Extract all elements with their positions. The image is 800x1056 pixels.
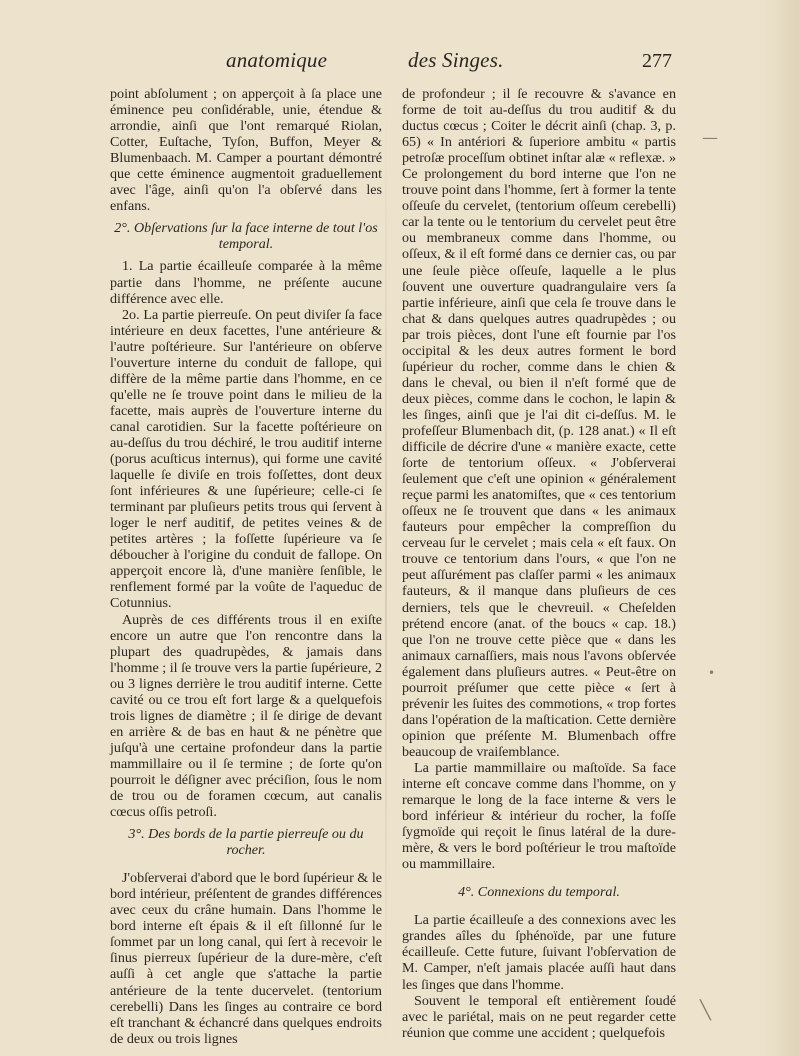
paragraph: 2o. La partie pierreuſe. On peut diviſer ſa face intérieure en deux facettes, l'une antérieure & l'autre poſtérieure. Sur l'antérieure on obſerve l'ouverture interne du conduit de fallope, qui diffère de la même partie dans l'homme, en ce qu'elle ne ſe trouve point dans le milieu de la facette, mais auprès de l'ouverture interne du canal carotidien. Sur la facette poſtérieure on au-deſſus du trou déchiré, le trou auditif interne (porus acuſticus internus), qui forme une cavité laquelle ſe diviſe en trois foſſettes, dont deux ſont inférieures & une ſupérieure; celle-ci ſe terminant par pluſieurs petits trous qui ſervent à loger le nerf auditif, de petites veines & de petites artères ; la foſſette ſupérieure va ſe déboucher à l'origine du conduit de fallope. On apperçoit encore là, d'une manière ſenſible, le renflement formé par la voûte de l'aqueduc de Cotunnius. xyxy=(110,306,382,612)
right-column xyxy=(402,86,676,1041)
running-head-right: des Singes. xyxy=(408,48,504,72)
section-heading: 2°. Obſervations ſur la face interne de tout l'os temporal. xyxy=(114,220,378,253)
page-number: 277 xyxy=(642,50,672,72)
paragraph: 1. La partie écailleuſe comparée à la même partie dans l'homme, ne préſente aucune différence avec elle. xyxy=(110,258,382,307)
margin-stroke-icon: ╲ xyxy=(700,1000,711,1021)
margin-dot-icon: • xyxy=(708,666,716,680)
margin-dash-icon: — xyxy=(702,128,718,147)
running-head-left: anatomique xyxy=(226,48,328,72)
paragraph: La partie écailleuſe a des connexions avec les grandes aîles du ſphénoïde, par une future écailleuſe. Cette future, ſuivant l'obſervation de M. Camper, n'eſt jamais placée auſſi haut dans les ſinges que dans l'homme. xyxy=(402,912,676,993)
running-head xyxy=(0,48,800,82)
section-heading: 4°. Connexions du temporal. xyxy=(458,884,620,901)
paragraph: La partie mammillaire ou maſtoïde. Sa face interne eſt concave comme dans l'homme, on y remarque le long de la face interne & vers le bord inférieur & intérieur du rocher, la foſſe ſygmoïde qui reçoit le ſinus latéral de la dure-mère, & vers le bord poſtérieur le trou maſtoïde ou mammillaire. xyxy=(402,759,676,873)
paragraph: de profondeur ; il ſe recouvre & s'avance en forme de toit au-deſſus du trou auditif & du ductus cœcus ; Coiter le décrit ainſi (chap. 3, p. 65) « In antériori & ſuperiore ambitu « partis petroſæ proceſſum obtinet inſtar alæ « reflexæ. » Ce prolongement du bord interne que l'on ne trouve point dans l'homme, ſert à former la tente oſſeuſe du cervelet, (tentorium oſſeum cerebelli) car la tente ou le tentorium du cervelet peut être ou membraneux comme dans l'homme, ou oſſeux, & il eſt formé dans ce dernier cas, ou par une ſeule pièce oſſeuſe, laquelle a le plus ſouvent une ouverture quadrangulaire vers ſa partie inférieure, ainſi que cela ſe trouve dans le chat & dans quelques autres quadrupèdes ; ou par trois pièces, dont l'une eſt fournie par l'os occipital & les deux autres forment le bord ſupérieur du rocher, comme dans le chien & dans le cheval, ou bien il n'eſt formé que de deux pièces, comme dans le cochon, le lapin & les ſinges, ainſi que je l'ai dit ci-deſſus. M. le profeſſeur Blumenbach dit, (p. 128 anat.) « Il eſt difficile de décrire d'une « manière exacte, cette ſorte de tentorium oſſeux. « J'obſerverai ſeulement que c'eſt une opinion « généralement reçue parmi les anatomiſtes, que « ces tentorium oſſeux ne ſe trouvent que dans « les animaux fauteurs pour empêcher la compreſſion du cerveau ſur le cervelet ; mais cela « eſt faux. On trouve ce tentorium dans l'ours, « que l'on ne peut aſſurément pas claſſer parmi « les animaux fauteurs, & il manque dans pluſieurs de ces derniers, tels que le chevreuil. « Cheſelden prétend encore (anat. of the boucs « cap. 18.) que l'on ne trouve cette pièce que « dans les animaux carnaſſiers, mais nous l'avons obſervée également dans pluſieurs autres. « Peut-être on pourroit préſumer que cette pièce « ſert à prévenir les ſuites des commotions, « trop fortes dans l'opération de la maſtication. Cette dernière opinion que préſente M. Blumenbach offre beaucoup de vraiſemblance. xyxy=(402,86,676,760)
paragraph: Auprès de ces différents trous il en exiſte encore un autre que l'on rencontre dans la plupart des quadrupèdes, & jamais dans l'homme ; il ſe trouve vers la partie ſupérieure, 2 ou 3 lignes derrière le trou auditif interne. Cette cavité ou ce trou eſt fort large & a quelquefois trois lignes de diamètre ; il ſe dirige de devant en arrière & de bas en haut & ne pénètre que juſqu'à une certaine profondeur dans la partie mammillaire ou il ſe termine ; de ſorte qu'on pourroit le déſigner avec préciſion, ſous le nom de trou ou de foramen cœcum, aut canalis cœcus oſſis petroſi. xyxy=(110,611,382,821)
gutter-shade xyxy=(385,90,387,1050)
section-heading: 3°. Des bords de la partie pierreuſe ou du rocher. xyxy=(128,826,364,859)
left-column xyxy=(110,86,382,1047)
paragraph: J'obſerverai d'abord que le bord ſupérieur & le bord intérieur, préſentent de grandes différences avec ceux du crâne humain. Dans l'homme le bord interne eſt épais & il eſt ſillonné ſur le ſommet par un long canal, qui ſert à recevoir le ſinus pierreux ſupérieur de la dure-mère, c'eſt auſſi à cet angle que s'attache la partie antérieure de la tente ducervelet. (tentorium cerebelli) Dans les ſinges au contraire ce bord eſt tranchant & échancré dans quelques endroits de deux ou trois lignes xyxy=(110,870,382,1047)
page-edge-shadow xyxy=(760,0,800,1056)
paragraph: Souvent le temporal eſt entièrement ſoudé avec le pariétal, mais on ne peut regarder cette réunion que comme une accident ; quelquefois xyxy=(402,992,676,1041)
paragraph: point abſolument ; on apperçoit à ſa place une éminence peu conſidérable, unie, étendue & arrondie, ainſi que l'ont remarqué Riolan, Cotter, Euſtache, Tyſon, Buffon, Meyer & Blumenbaach. M. Camper a pourtant démontré que cette éminence augmentoit graduellement avec l'âge, ainſi qu'on l'a obſervé dans les enfans. xyxy=(110,86,382,215)
